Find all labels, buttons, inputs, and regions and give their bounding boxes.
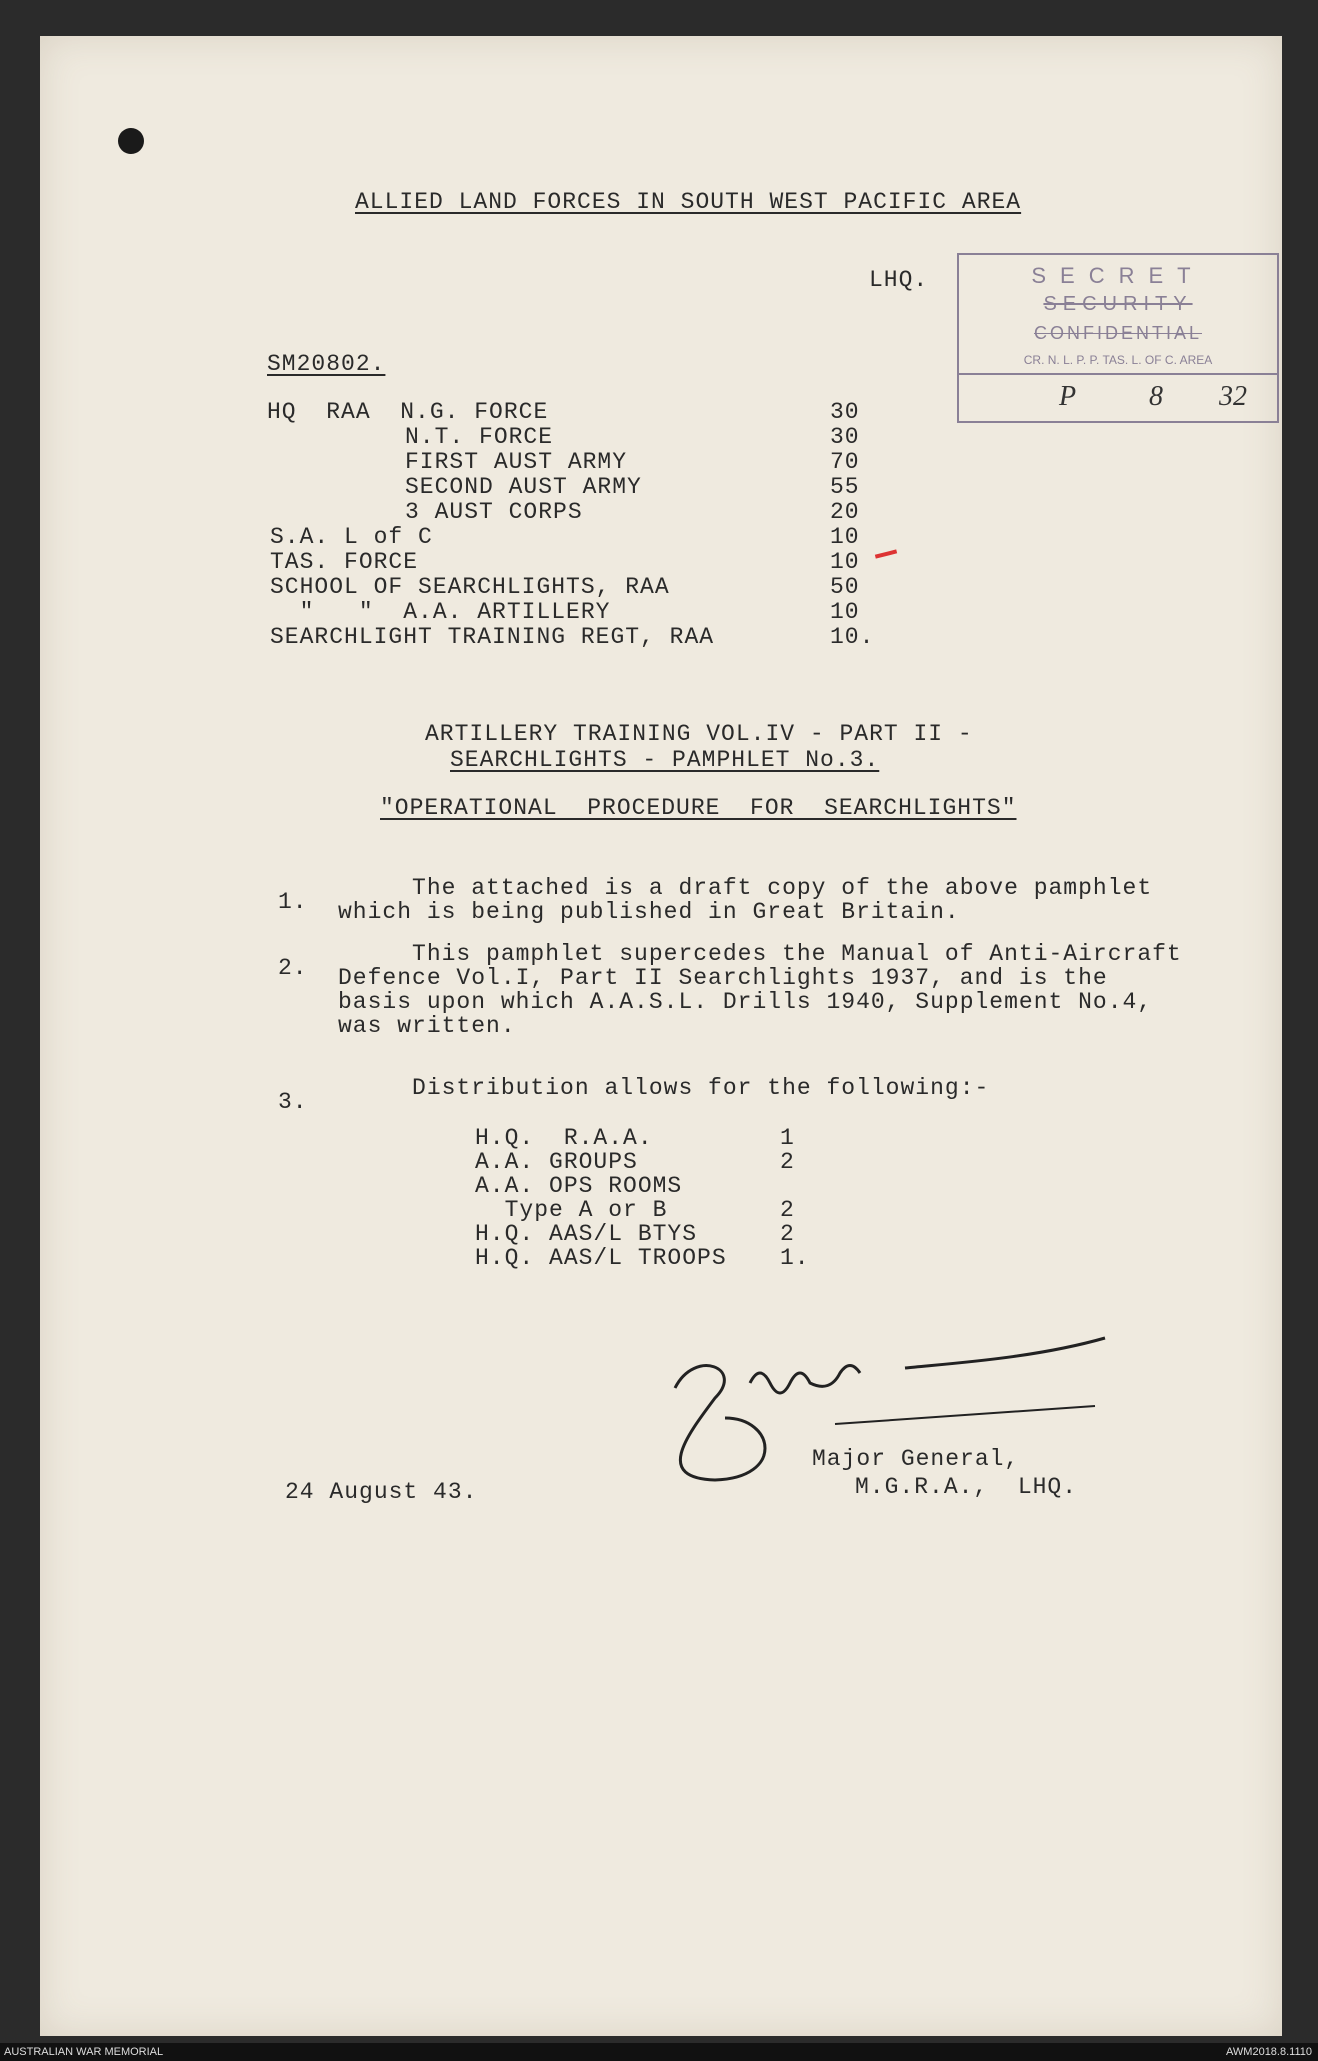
hq-label: LHQ. xyxy=(869,267,929,293)
subject-line-2: SEARCHLIGHTS - PAMPHLET No.3. xyxy=(450,747,880,773)
allowance-label: A.A. OPS ROOMS xyxy=(475,1173,683,1199)
stamp-confidential: CONFIDENTIAL xyxy=(1033,323,1202,343)
allowance-label: Type A or B xyxy=(475,1197,668,1223)
paragraph-number: 2. xyxy=(278,955,308,981)
distribution-label: SCHOOL OF SEARCHLIGHTS, RAA xyxy=(270,574,670,600)
security-stamp xyxy=(957,253,1279,423)
distribution-label: HQ RAA N.G. FORCE xyxy=(267,399,549,425)
archive-footer xyxy=(0,2043,1318,2061)
paragraph-number: 1. xyxy=(278,889,308,915)
allowance-label: H.Q. R.A.A. xyxy=(475,1125,653,1151)
paragraph-line: Distribution allows for the following:- xyxy=(338,1075,990,1101)
distribution-quantity: 10 xyxy=(830,524,860,550)
distribution-label: " " A.A. ARTILLERY xyxy=(270,599,611,625)
distribution-label: TAS. FORCE xyxy=(270,549,419,575)
letter-date: 24 August 43. xyxy=(285,1479,478,1505)
distribution-quantity: 30 xyxy=(830,399,860,425)
document-title: ALLIED LAND FORCES IN SOUTH WEST PACIFIC AREA xyxy=(355,189,1022,215)
subject-line-1: ARTILLERY TRAINING VOL.IV - PART II - xyxy=(425,721,973,747)
stamp-security: SECURITY xyxy=(1043,293,1193,315)
distribution-label: FIRST AUST ARMY xyxy=(405,449,628,475)
stamp-p: P xyxy=(1059,381,1077,412)
distribution-quantity: 30 xyxy=(830,424,860,450)
stamp-number-32: 32 xyxy=(1219,381,1247,412)
distribution-label: S.A. L of C xyxy=(270,524,433,550)
punch-hole xyxy=(118,128,144,154)
distribution-quantity: 10 xyxy=(830,599,860,625)
distribution-label: N.T. FORCE xyxy=(405,424,554,450)
distribution-quantity: 20 xyxy=(830,499,860,525)
allowance-quantity: 2 xyxy=(780,1149,795,1175)
distribution-quantity: 50 xyxy=(830,574,860,600)
paragraph-line: The attached is a draft copy of the above pamphlet xyxy=(338,875,1153,901)
paragraph-line: Defence Vol.I, Part II Searchlights 1937, and is the xyxy=(338,965,1108,991)
distribution-quantity: 55 xyxy=(830,474,860,500)
distribution-label: SECOND AUST ARMY xyxy=(405,474,642,500)
distribution-label: 3 AUST CORPS xyxy=(405,499,583,525)
distribution-quantity: 10. xyxy=(830,624,875,650)
allowance-quantity: 1 xyxy=(780,1125,795,1151)
signatory-office: M.G.R.A., LHQ. xyxy=(855,1474,1078,1500)
signatory-rank: Major General, xyxy=(812,1446,1020,1472)
paragraph-number: 3. xyxy=(278,1089,308,1115)
paragraph-line: which is being published in Great Britain. xyxy=(338,899,960,925)
allowance-label: H.Q. AAS/L BTYS xyxy=(475,1221,698,1247)
paragraph-line: was written. xyxy=(338,1013,516,1039)
stamp-number-8: 8 xyxy=(1149,381,1163,412)
footer-institution: AUSTRALIAN WAR MEMORIAL xyxy=(4,2046,164,2058)
allowance-label: A.A. GROUPS xyxy=(475,1149,638,1175)
paragraph-line: basis upon which A.A.S.L. Drills 1940, Supplement No.4, xyxy=(338,989,1153,1015)
footer-accession-number: AWM2018.8.1110 xyxy=(1225,2046,1312,2058)
stamp-secret: SECRET xyxy=(1031,263,1205,288)
stamp-areas: CR. N. L. P. P. TAS. L. OF C. AREA xyxy=(1023,353,1213,367)
paragraph-line: This pamphlet supercedes the Manual of Anti-Aircraft xyxy=(338,941,1182,967)
subject-line-3: "OPERATIONAL PROCEDURE FOR SEARCHLIGHTS" xyxy=(380,795,1017,821)
distribution-quantity: 10 xyxy=(830,549,860,575)
allowance-quantity: 1. xyxy=(780,1245,810,1271)
distribution-quantity: 70 xyxy=(830,449,860,475)
distribution-label: SEARCHLIGHT TRAINING REGT, RAA xyxy=(270,624,715,650)
allowance-quantity: 2 xyxy=(780,1221,795,1247)
allowance-label: H.Q. AAS/L TROOPS xyxy=(475,1245,727,1271)
allowance-quantity: 2 xyxy=(780,1197,795,1223)
reference-number: SM20802. xyxy=(267,351,386,377)
